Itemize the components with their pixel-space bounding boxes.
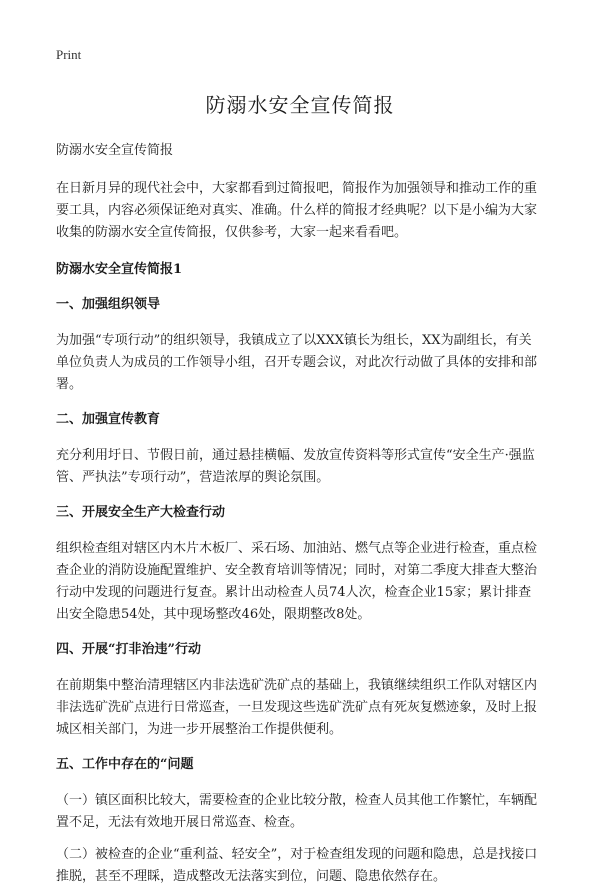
section-paragraph: 为加强“专项行动”的组织领导，我镇成立了以XXX镇长为组长，XX为副组长，有关单位负责人为成员的工作领导小组，召开专题会议，对此次行动做了具体的安排和部署。 [56, 333, 538, 392]
report-section-title: 防溺水安全宣传简报1 [56, 262, 183, 277]
intro-paragraph: 在日新月异的现代社会中，大家都看到过简报吧，简报作为加强领导和推动工作的重要工具，内容必须保证绝对真实、准确。什么样的简报才经典呢？以下是小编为大家收集的防溺水安全宣传简报，仅供参考，大家一起来看看吧。 [56, 181, 538, 240]
document-subtitle: 防溺水安全宣传简报 [56, 143, 174, 158]
section-paragraph: （二）被检查的企业“重利益、轻安全”，对于检查组发现的问题和隐患，总是找接口推脱，甚至不理睬，造成整改无法落实到位，问题、隐患依然存在。 [56, 847, 538, 884]
section-heading: 四、开展“打非治违”行动 [56, 642, 201, 657]
section-heading: 五、工作中存在的“问题 [56, 757, 194, 772]
section-heading: 三、开展安全生产大检查行动 [56, 505, 226, 520]
section-heading: 一、加强组织领导 [56, 297, 161, 312]
section-paragraph: （一）镇区面积比较大，需要检查的企业比较分散，检查人员其他工作繁忙，车辆配置不足，无法有效地开展日常巡查、检查。 [56, 793, 538, 830]
section-paragraph: 充分利用圩日、节假日前，通过悬挂横幅、发放宣传资料等形式宣传“安全生产·强监管、严执法”专项行动”，营造浓厚的舆论氛围。 [56, 448, 535, 485]
section-paragraph: 在前期集中整治清理辖区内非法选矿洗矿点的基础上，我镇继续组织工作队对辖区内非法选矿洗矿点进行日常巡查，一旦发现这些选矿洗矿点有死灰复燃迹象，及时上报城区相关部门，为进一步开展整治工作提供便利。 [56, 678, 538, 737]
document-title: 防溺水安全宣传简报 [205, 93, 395, 117]
section-paragraph: 组织检查组对辖区内木片木板厂、采石场、加油站、燃气点等企业进行检查，重点检查企业的消防设施配置维护、安全教育培训等情况；同时，对第二季度大排查大整治行动中发现的问题进行复查。累计出动检查人员74人次，检查企业15家；累计排查出安全隐患54处，其中现场整改46处，限期整改8处。 [56, 541, 538, 622]
section-heading: 二、加强宣传教育 [56, 412, 161, 427]
print-link[interactable]: Print [56, 47, 82, 62]
